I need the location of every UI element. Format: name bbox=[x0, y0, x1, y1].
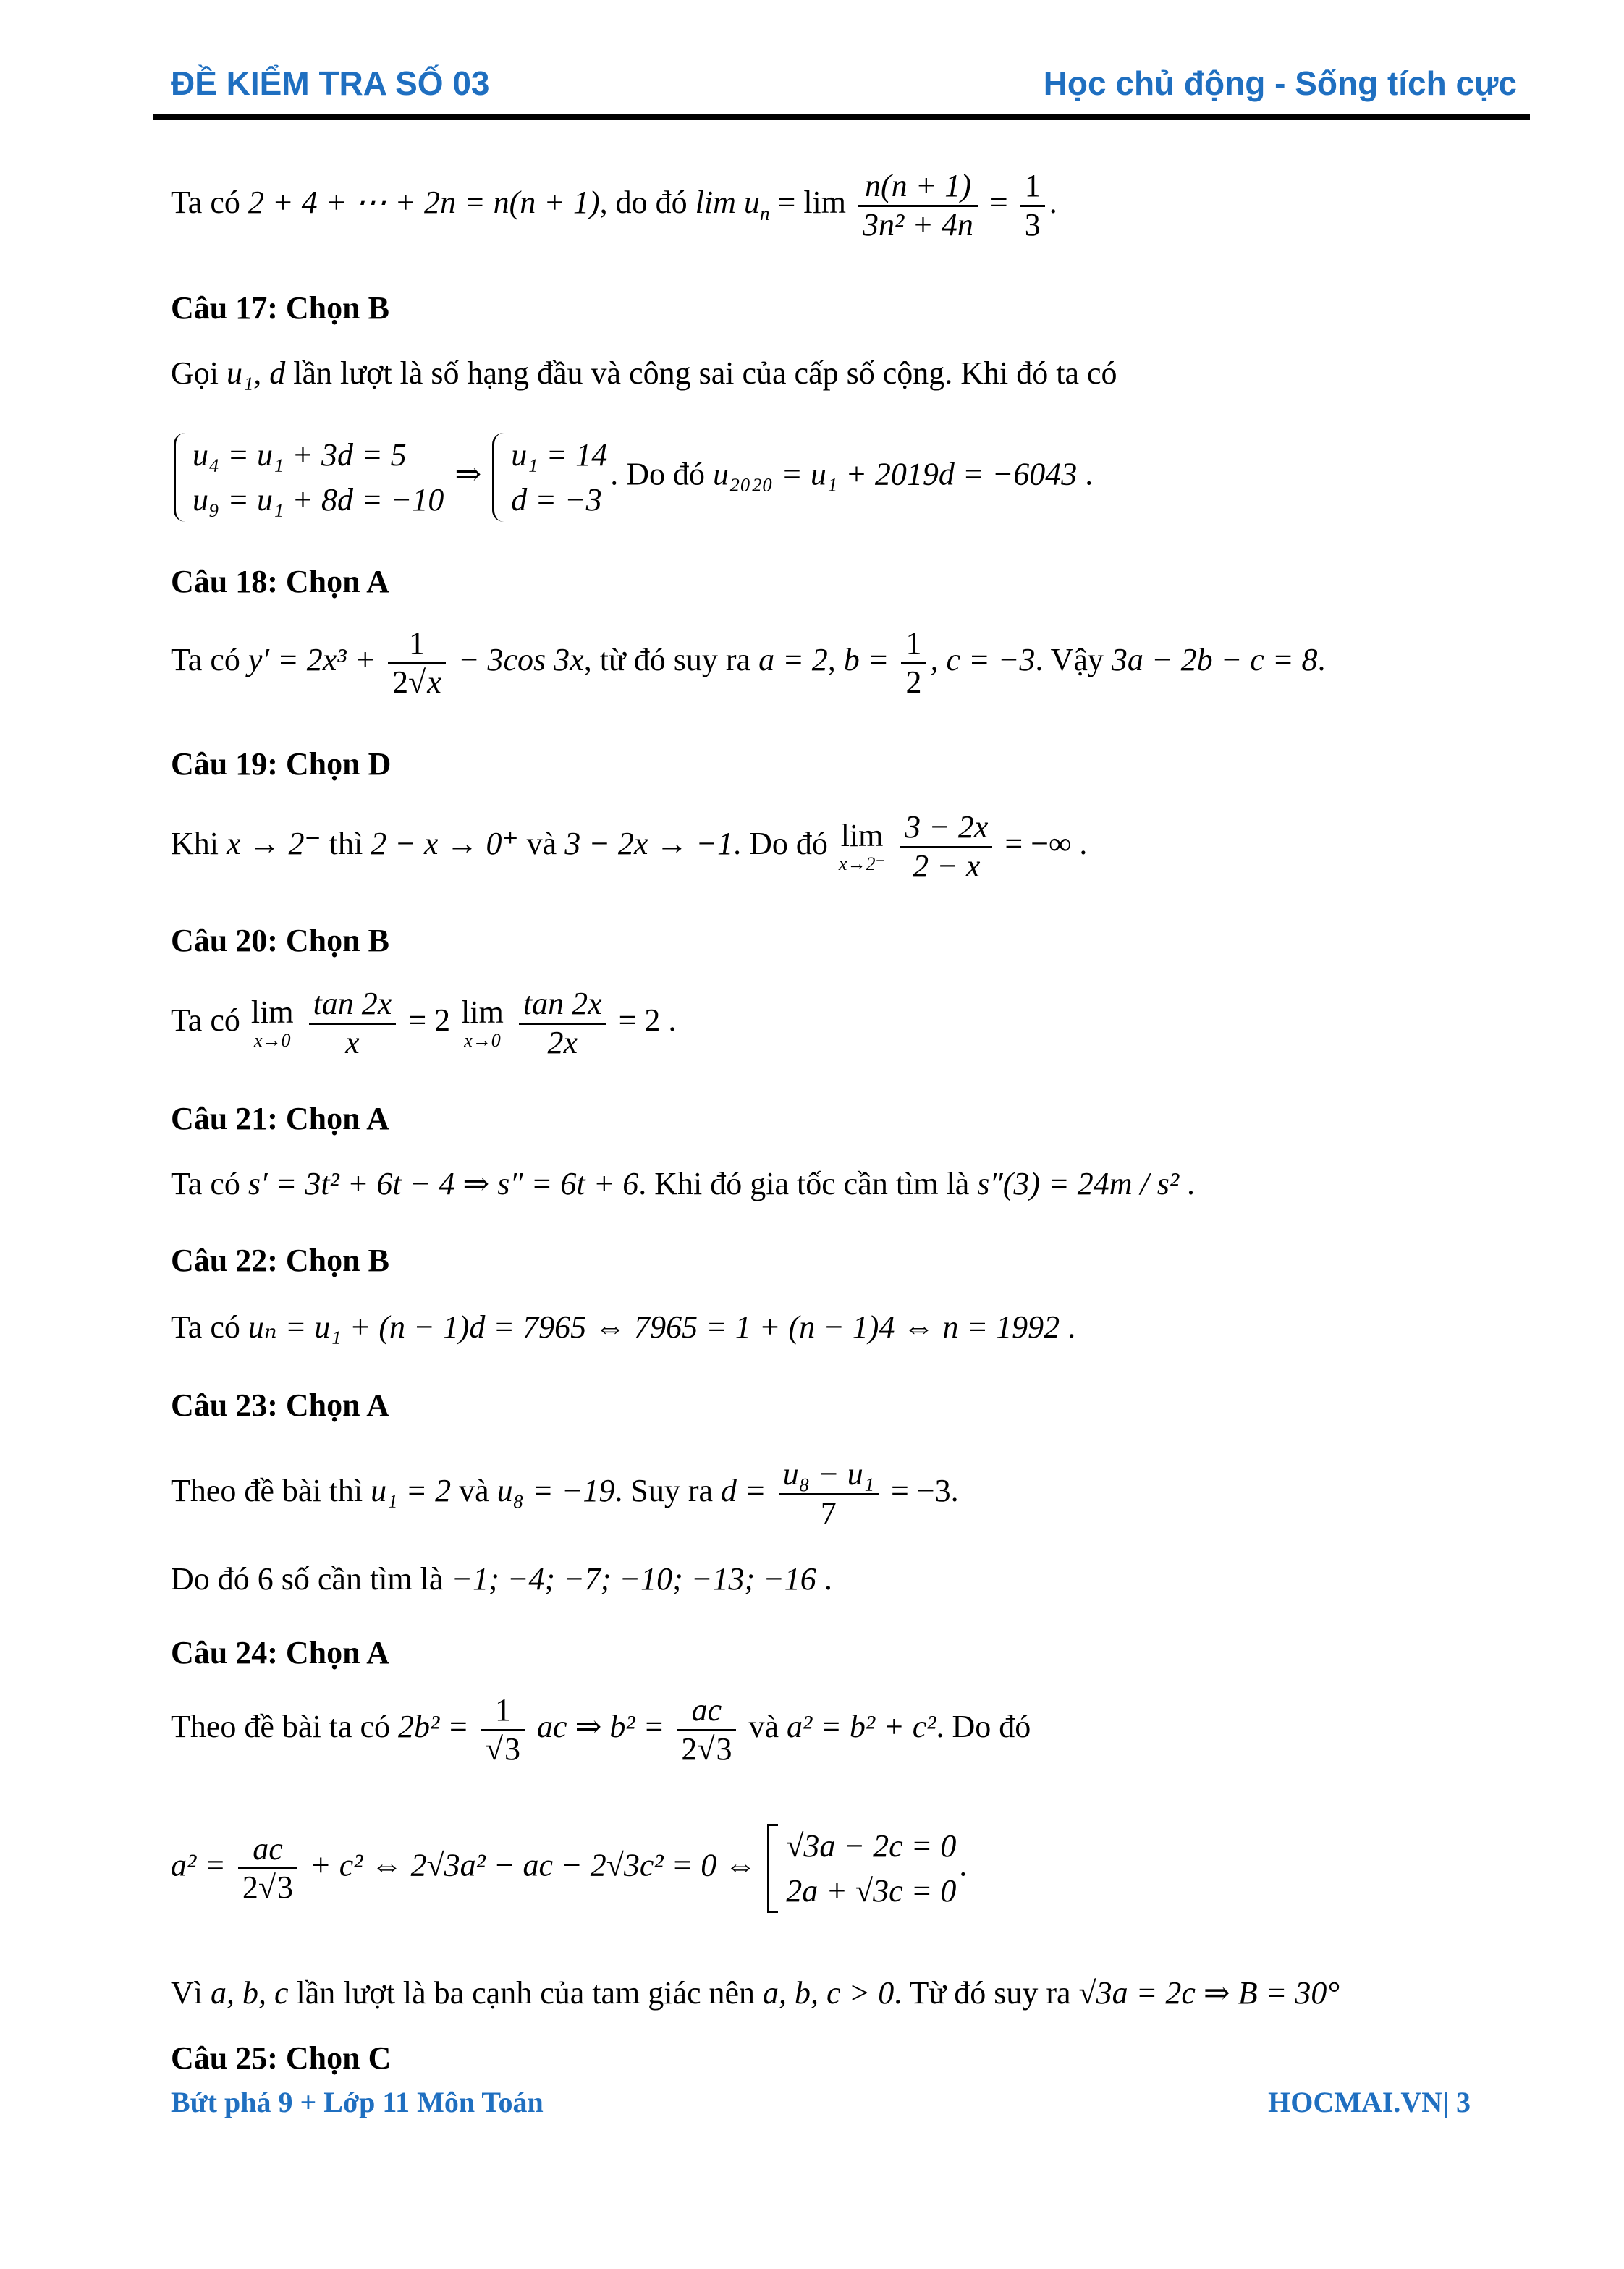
fraction: $\frac{1}{3}$ bbox=[1020, 168, 1045, 243]
q22-line: Ta có uₙ = u₁ + (n − 1)d = 7965 ⇔ 7965 = 1 + (n − 1)4 ⇔ n = 1992 . bbox=[171, 1309, 1076, 1345]
footer-page: HOCMAI.VN| 3 bbox=[1268, 2086, 1471, 2118]
section-heading: Câu 25: Chọn C bbox=[171, 2040, 392, 2076]
section-heading: Câu 21: Chọn A bbox=[171, 1101, 389, 1136]
fraction: $\frac{1}{2√x}$ bbox=[388, 625, 446, 701]
section-heading: Câu 17: Chọn B bbox=[171, 290, 389, 326]
fraction: $\frac{n(n + 1)}{\text{3n² + 4n}}$ bbox=[858, 168, 978, 243]
q16-line: Ta có 2 + 4 + ⋯ + 2n = n(n + 1), do đó $\lim u_n = \lim$ $\frac{n(n + 1)}{\text{3n² + 4n}}$ = $\frac{1}{3}$ . bbox=[171, 168, 1057, 242]
fraction: $\frac{ac}{2√3}$ bbox=[677, 1692, 736, 1767]
q20-line: Ta có lim x→0 $\frac{\tan 2x}{x}$ = 2 lim x→0 $\frac{\tan 2x}{2x}$ = 2 . bbox=[171, 986, 677, 1060]
limit-operator: lim x→2⁻ bbox=[838, 818, 886, 875]
fraction: $\frac{1}{2}$ bbox=[901, 625, 926, 701]
q19-line: Khi x → 2⁻ thì 2 − x → 0⁺ và 3 − 2x → −1. Do đó lim x→2⁻ $\frac{3 - 2x}{2 - x}$ = −∞ . bbox=[171, 809, 1088, 884]
fraction: $\frac{ac}{2√3}$ bbox=[238, 1831, 297, 1906]
fraction: $\frac{3 - 2x}{2 - x}$ bbox=[900, 809, 992, 884]
q24-line1: Theo đề bài ta có 2b² = $\frac{1}{√3}$ ac ⇒ b² = $\frac{ac}{2√3}$ và a² = b² + c². Do đó bbox=[171, 1692, 1031, 1767]
footer-course: Bứt phá 9 + Lớp 11 Môn Toán bbox=[171, 2086, 544, 2118]
fraction: $\frac{1}{√3}$ bbox=[481, 1692, 525, 1767]
case-bracket: √3a − 2c = 0 2a + √3c = 0 bbox=[767, 1824, 956, 1913]
section-heading: Câu 22: Chọn B bbox=[171, 1243, 389, 1278]
q18-line: Ta có y′ = 2x³ + $\frac{1}{2√x}$ − 3cos 3x, từ đó suy ra a = 2, b = $\frac{1}{2}$ , c = −3. Vậy 3a − 2b − c = 8. bbox=[171, 625, 1326, 700]
q17-line2: u₄ = u₁ + 3d = 5 u₉ = u₁ + 8d = −10 ⇒ u₁ = 14 d = −3 . Do đó u₂₀₂₀ = u₁ + 2019d = −6043 . bbox=[171, 433, 1093, 522]
fraction: $\frac{\text{u₈ − u₁}}{7}$ bbox=[779, 1456, 879, 1531]
equation-system: u₄ = u₁ + 3d = 5 u₉ = u₁ + 8d = −10 bbox=[174, 433, 444, 522]
fraction: $\frac{\tan 2x}{x}$ bbox=[309, 986, 397, 1061]
limit-operator: lim x→0 bbox=[250, 994, 294, 1052]
section-heading: Câu 23: Chọn A bbox=[171, 1387, 389, 1423]
q23-line1: Theo đề bài thì u₁ = 2 và u₈ = −19. Suy ra d = $\frac{\text{u₈ − u₁}}{7}$ = −3. bbox=[171, 1456, 959, 1531]
section-heading: Câu 18: Chọn A bbox=[171, 564, 389, 599]
q21-line: Ta có s′ = 3t² + 6t − 4 ⇒ s″ = 6t + 6. Khi đó gia tốc cần tìm là s″(3) = 24m / s² . bbox=[171, 1166, 1196, 1201]
q24-line2: a² = $\frac{ac}{2√3}$ + c² ⇔ 2√3a² − ac − 2√3c² = 0 ⇔ √3a − 2c = 0 2a + √3c = 0 . bbox=[171, 1824, 967, 1913]
equation-system: u₁ = 14 d = −3 bbox=[492, 433, 607, 522]
header-slogan: Học chủ động - Sống tích cực bbox=[1043, 64, 1517, 102]
header-title: ĐỀ KIỂM TRA SỐ 03 bbox=[171, 64, 490, 102]
q24-line3: Vì a, b, c lần lượt là ba cạnh của tam giác nên a, b, c > 0. Từ đó suy ra √3a = 2c ⇒ B = 30° bbox=[171, 1975, 1340, 2011]
q17-line1: Gọi u₁, d lần lượt là số hạng đầu và công sai của cấp số cộng. Khi đó ta có bbox=[171, 355, 1117, 391]
fraction: $\frac{\tan 2x}{2x}$ bbox=[519, 986, 606, 1061]
q23-line2: Do đó 6 số cần tìm là −1; −4; −7; −10; −13; −16 . bbox=[171, 1561, 832, 1597]
section-heading: Câu 19: Chọn D bbox=[171, 746, 392, 782]
section-heading: Câu 24: Chọn A bbox=[171, 1635, 389, 1670]
section-heading: Câu 20: Chọn B bbox=[171, 923, 389, 958]
header-divider bbox=[153, 114, 1530, 120]
limit-operator: lim x→0 bbox=[461, 994, 504, 1052]
